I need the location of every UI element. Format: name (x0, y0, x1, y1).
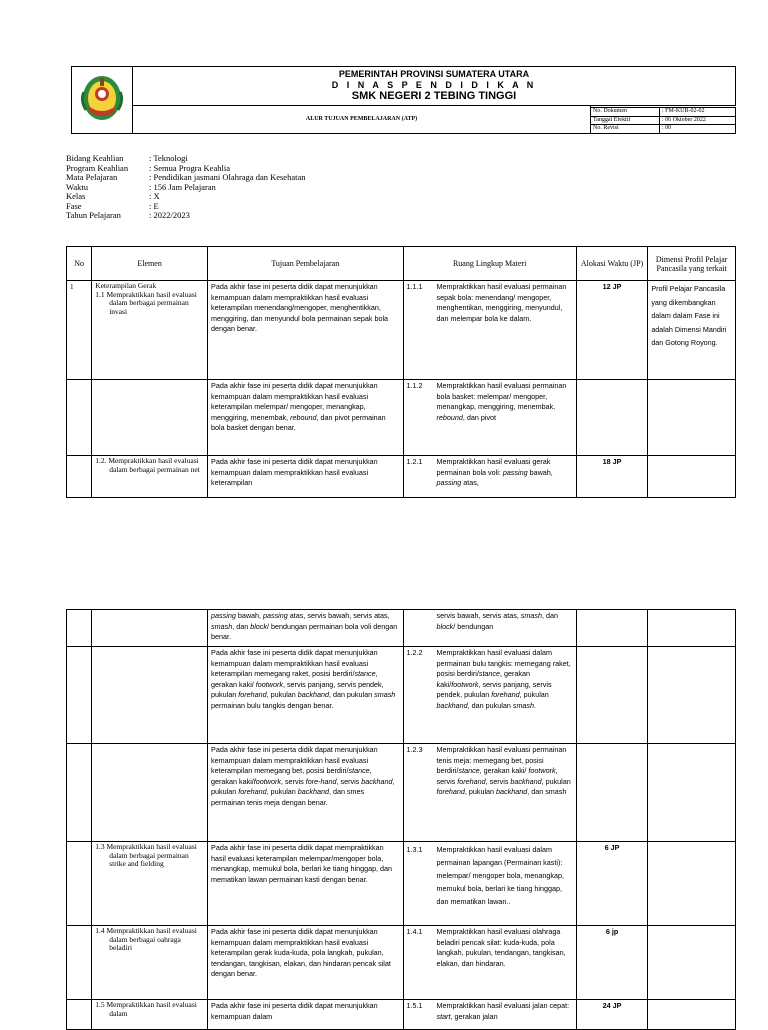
document-title: ALUR TUJUAN PEMBELAJARAN (ATP) (133, 106, 591, 134)
ruang-cell: 1.2.3 Mempraktikkan hasil evaluasi permainan tenis meja: memegang bet, posisi berdiri/stance, gerakan kaki/ footwork, servis forehand, servis backhand, pukulan forehand, pukulan backhand, dan smash (403, 744, 576, 842)
elemen-cell: 1.4 Mempraktikkan hasil evaluasi dalam berbagai oahraga beladiri (92, 926, 208, 1000)
table-row (67, 744, 736, 842)
info-row: Mata Pelajaran : Pendidikan jasmani Olahraga dan Kesehatan (66, 172, 306, 182)
document-header (71, 66, 736, 134)
table-row (67, 1000, 736, 1030)
table-row (67, 456, 736, 498)
table-row (67, 380, 736, 456)
table-row (67, 842, 736, 926)
organization-name (133, 67, 736, 106)
tujuan-cell: Pada akhir fase ini peserta didik dapat menunjukkan kemampuan dalam mempraktikkan hasil evaluasi keterampilan melempar/ mengoper, menangkap, menggiring, menembak, rebound, dan pivot permainan bola basket dengan benar. (208, 380, 403, 456)
ruang-cell: 1.2.1 Mempraktikkan hasil evaluasi gerak permainan bola voli: passing bawah, passing atas, (403, 456, 576, 498)
elemen-cell: Keterampilan Gerak 1.1 Mempraktikkan hasil evaluasi dalam berbagai permainan invasi (92, 281, 208, 380)
col-header-dimensi: Dimensi Profil Pelajar Pancasila yang terkait (648, 247, 736, 281)
ruang-cell: 1.4.1 Mempraktikkan hasil evaluasi olahraga beladiri pencak silat: kuda-kuda, pola langkah, pukulan, tendangan, tangkisan, elakan, dan hindaran. (403, 926, 576, 1000)
meta-label-doc-no: No. Dokumen (591, 108, 660, 117)
ruang-cell: 1.1.2 Mempraktikkan hasil evaluasi permainan bola basket: melempar/ mengoper, menangkap, menggiring, menembak, rebound, dan pivot (403, 380, 576, 456)
meta-value-doc-no: : FM-KUR-02-02 (660, 108, 736, 117)
tujuan-cell: Pada akhir fase ini peserta didik dapat menunjukkan kemampuan dalam mempraktikkan hasil evaluasi keterampilan memegang bet, posisi berdiri/stance, gerakan kaki/footwork, servis fore-hand, servis backhand, pukulan forehand, pukulan backhand, dan smes permainan tenis meja dengan benar. (208, 744, 403, 842)
atp-table-page-1 (66, 246, 736, 498)
info-row: Bidang Keahlian : Teknologi (66, 153, 188, 163)
school-name: SMK NEGERI 2 TEBING TINGGI (351, 90, 517, 102)
alokasi-cell: 24 JP (576, 1000, 648, 1030)
elemen-cell: 1.5 Mempraktikkan hasil evaluasi dalam (92, 1000, 208, 1030)
info-row: Waktu : 156 Jam Pelajaran (66, 181, 216, 192)
tujuan-cell: Pada akhir fase ini peserta didik dapat mempraktikkan hasil evaluasi keterampilan melempar/mengoper bola, menangkap, memukul bola, berlari ke tiang hinggap, dan mematikan lawan permainan kasti dengan benar. (208, 842, 403, 926)
tujuan-cell: Pada akhir fase ini peserta didik dapat menunjukkan kemampuan dalam mempraktikkan hasil evaluasi keterampilan gerak kuda-kuda, pola langkah, pukulan, tendangan, tangkisan, elakan, dan hindaran pencak silat dengan benar. (208, 926, 403, 1000)
ruang-cell: servis bawah, servis atas, smash, dan block/ bendungan (403, 610, 576, 647)
table-row (67, 610, 736, 647)
col-header-elemen: Elemen (92, 247, 208, 281)
row-number: 1 (67, 281, 92, 380)
ruang-cell: 1.2.2 Mempraktikkan hasil evaluasi dalam permainan bulu tangkis: memegang raket, posisi berdiri/stance, gerakan kaki/footwork, servis panjang, servis pendek, pukulan forehand, pukulan backhand, dan pukulan smash. (403, 647, 576, 744)
info-row: Fase : E (66, 200, 159, 211)
alokasi-cell: 6 jp (576, 926, 648, 1000)
col-header-no: No (67, 247, 92, 281)
meta-value-revision: : 00 (660, 125, 736, 134)
org-line-1: PEMERINTAH PROVINSI SUMATERA UTARA (338, 69, 530, 79)
ruang-cell: 1.3.1 Mempraktikkan hasil evaluasi dalam permainan lapangan (Permainan kasti): melempar/ mengoper bola, menangkap, memukul bola, berlari ke tiang hinggap, dan mematikan lawan.. (403, 842, 576, 926)
info-row: Program Keahlian : Semua Progra Keahlia (66, 162, 230, 173)
col-header-alokasi: Alokasi Waktu (JP) (576, 247, 648, 281)
alokasi-cell: 6 JP (576, 842, 648, 926)
meta-label-revision: No. Revisi (591, 125, 660, 134)
table-row (67, 647, 736, 744)
alokasi-cell: 18 JP (576, 456, 648, 498)
tujuan-cell: Pada akhir fase ini peserta didik dapat menunjukkan kemampuan dalam mempraktikkan hasil evaluasi keterampilan (208, 456, 403, 498)
tujuan-cell: Pada akhir fase ini peserta didik dapat menunjukkan kemampuan dalam (208, 1000, 403, 1030)
logo-cell (72, 67, 133, 134)
course-info (66, 154, 306, 221)
tujuan-cell: Pada akhir fase ini peserta didik dapat menunjukkan kemampuan dalam mempraktikkan hasil evaluasi keterampilan memegang raket, posisi berdiri/stance, gerakan kaki/ footwork, servis panjang, servis pendek, pukulan forehand, pukulan backhand, dan pukulan smash permainan bulu tangkis dengan benar. (208, 647, 403, 744)
meta-label-effective-date: Tanggal Efektif (591, 116, 660, 125)
elemen-cell: 1.3 Mempraktikkan hasil evaluasi dalam berbagai permainan strike and fielding (92, 842, 208, 926)
meta-value-effective-date: : 06 Oktober 2022 (660, 116, 736, 125)
alokasi-cell: 12 JP (576, 281, 648, 380)
col-header-tujuan: Tujuan Pembelajaran (208, 247, 403, 281)
ruang-cell: 1.5.1 Mempraktikkan hasil evaluasi jalan cepat: start, gerakan jalan (403, 1000, 576, 1030)
atp-table-page-2 (66, 609, 736, 1030)
tujuan-cell: Pada akhir fase ini peserta didik dapat menunjukkan kemampuan dalam mempraktikkan hasil evaluasi keterampilan menendang/mengoper, menghentikkan, menggiring, dan menyundul bola permainan sepak bola dengan benar. (208, 281, 403, 380)
table-row (67, 281, 736, 380)
table-row (67, 926, 736, 1000)
org-line-2: D I N A S P E N D I D I K A N (331, 80, 537, 90)
province-emblem-icon (76, 70, 128, 126)
elemen-cell: 1.2. Mempraktikkan hasil evaluasi dalam berbagai permainan net (92, 456, 208, 498)
tujuan-cell: passing bawah, passing atas, servis bawah, servis atas, smash, dan block/ bendungan permainan bola voli dengan benar. (208, 610, 403, 647)
info-row: Tahun Pelajaran : 2022/2023 (66, 210, 190, 220)
ruang-cell: 1.1.1 Mempraktikkan hasil evaluasi permainan sepak bola: menendang/ mengoper, menghentikan, menggiring, menyundul, dan melempar bola ke dalam. (403, 281, 576, 380)
info-row: Kelas : X (66, 191, 160, 201)
dimensi-cell: Profil Pelajar Pancasila yang dikembangkan dalam dalam Fase ini adalah Dimensi Mandiri dan Gotong Royong. (648, 281, 736, 380)
col-header-ruang-lingkup: Ruang Lingkup Materi (403, 247, 576, 281)
